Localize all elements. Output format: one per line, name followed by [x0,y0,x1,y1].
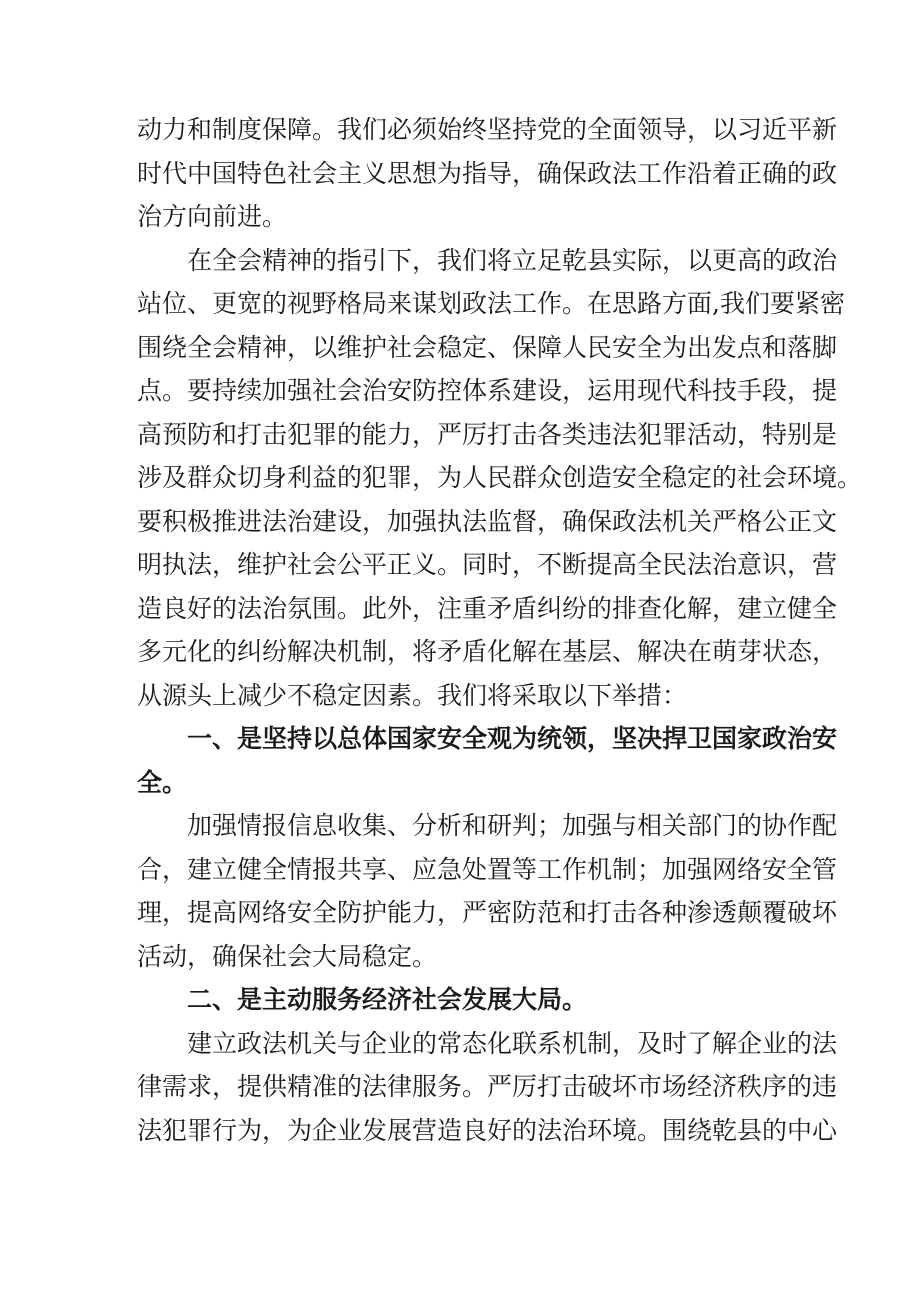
text-line: 动力和制度保障。我们必须始终坚持党的全面领导，以习近平新 [137,115,838,144]
text-line: 时代中国特色社会主义思想为指导，确保政法工作沿着正确的政 [137,158,838,188]
section-heading [137,978,797,1022]
text-line: 点。要持续加强社会治安防控体系建设，运用现代科技手段，提 [137,376,838,405]
text-line: 明执法，维护社会公平正义。同时，不断提高全民法治意识，营 [137,550,838,579]
text-line: 法犯罪行为，为企业发展营造良好的法治环境。围绕乾县的中心 [137,1115,838,1145]
text-line: 涉及群众切身利益的犯罪，为人民群众创造安全稳定的社会环境。 [137,463,863,492]
text-line: 合，建立健全情报共享、应急处置等工作机制；加强网络安全管 [137,854,838,884]
text-line: 建立政法机关与企业的常态化联系机制，及时了解企业的法 [187,1028,838,1058]
text-line: 一、是坚持以总体国家安全观为统领，坚决捍卫国家政治安 [187,724,838,753]
text-line: 在全会精神的指引下，我们将立足乾县实际，以更高的政治 [187,245,838,275]
text-line: 二、是主动服务经济社会发展大局。 [187,985,588,1014]
document-body [137,108,863,1152]
text-line: 活动，确保社会大局稳定。 [137,941,438,971]
text-line: 理，提高网络安全防护能力，严密防范和打击各种渗透颠覆破坏 [137,898,838,927]
body-paragraph [137,804,838,978]
section-heading [137,717,838,804]
text-line: 多元化的纠纷解决机制，将矛盾化解在基层、解决在萌芽状态， [137,637,838,666]
text-line: 律需求，提供精准的法律服务。严厉打击破坏市场经济秩序的违 [137,1072,838,1101]
text-line: 站位、更宽的视野格局来谋划政法工作。在思路方面,我们要紧密 [137,289,845,318]
text-line: 治方向前进。 [137,202,288,231]
text-line: 从源头上减少不稳定因素。我们将采取以下举措： [137,680,688,710]
text-line: 加强情报信息收集、分析和研判；加强与相关部门的协作配 [187,811,838,840]
body-paragraph [137,1022,838,1153]
text-line: 要积极推进法治建设，加强执法监督，确保政法机关严格公正文 [137,506,838,536]
body-paragraph [137,239,863,718]
body-paragraph [137,108,838,239]
text-line: 高预防和打击犯罪的能力，严厉打击各类违法犯罪活动，特别是 [137,419,838,449]
text-line: 全。 [137,767,188,797]
text-line: 围绕全会精神，以维护社会稳定、保障人民安全为出发点和落脚 [137,332,838,362]
text-line: 造良好的法治氛围。此外，注重矛盾纠纷的排查化解，建立健全 [137,593,838,623]
